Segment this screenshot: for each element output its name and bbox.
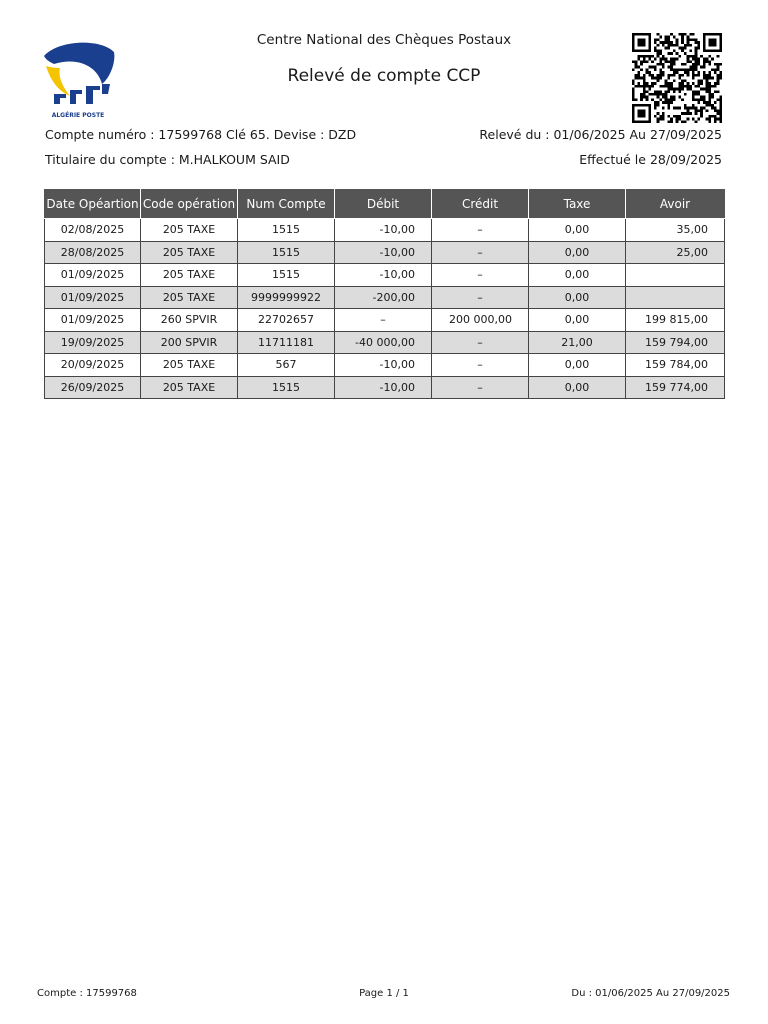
cell-code: 205 TAXE bbox=[141, 219, 238, 242]
cell-tax: 0,00 bbox=[529, 354, 626, 377]
table-header-row bbox=[45, 190, 725, 219]
cell-credit: – bbox=[432, 354, 529, 377]
cell-tax: 0,00 bbox=[529, 241, 626, 264]
cell-debit: -10,00 bbox=[335, 241, 432, 264]
cell-balance bbox=[626, 286, 725, 309]
col-header-credit: Crédit bbox=[432, 190, 529, 219]
cell-date: 28/08/2025 bbox=[45, 241, 141, 264]
col-header-debit: Débit bbox=[335, 190, 432, 219]
cell-date: 26/09/2025 bbox=[45, 376, 141, 399]
col-header-code: Code opération bbox=[141, 190, 238, 219]
cell-code: 200 SPVIR bbox=[141, 331, 238, 354]
footer-account: Compte : 17599768 bbox=[37, 988, 137, 999]
account-number: Compte numéro : 17599768 Clé 65. Devise : DZD bbox=[45, 127, 357, 142]
cell-balance: 25,00 bbox=[626, 241, 725, 264]
cell-credit: – bbox=[432, 264, 529, 287]
table-row bbox=[45, 241, 725, 264]
cell-account: 11711181 bbox=[238, 331, 335, 354]
cell-credit: – bbox=[432, 376, 529, 399]
cell-code: 205 TAXE bbox=[141, 241, 238, 264]
footer-page-number: Page 1 / 1 bbox=[359, 988, 409, 999]
cell-account: 1515 bbox=[238, 264, 335, 287]
cell-debit: -10,00 bbox=[335, 354, 432, 377]
table-row bbox=[45, 354, 725, 377]
operations-table bbox=[44, 189, 725, 399]
cell-debit: -10,00 bbox=[335, 376, 432, 399]
table-row bbox=[45, 286, 725, 309]
document-title: Relevé de compte CCP bbox=[287, 66, 481, 86]
cell-debit: -10,00 bbox=[335, 264, 432, 287]
cell-date: 19/09/2025 bbox=[45, 331, 141, 354]
cell-account: 22702657 bbox=[238, 309, 335, 332]
cell-date: 01/09/2025 bbox=[45, 286, 141, 309]
cell-account: 1515 bbox=[238, 219, 335, 242]
table-row bbox=[45, 331, 725, 354]
cell-date: 02/08/2025 bbox=[45, 219, 141, 242]
svg-text:ALGÉRIE POSTE: ALGÉRIE POSTE bbox=[51, 112, 105, 119]
organization-name: Centre National des Chèques Postaux bbox=[256, 32, 512, 48]
cell-balance: 159 774,00 bbox=[626, 376, 725, 399]
cell-date: 20/09/2025 bbox=[45, 354, 141, 377]
cell-debit: -200,00 bbox=[335, 286, 432, 309]
cell-code: 205 TAXE bbox=[141, 376, 238, 399]
issued-date: Effectué le 28/09/2025 bbox=[579, 152, 722, 167]
cell-tax: 0,00 bbox=[529, 264, 626, 287]
cell-tax: 0,00 bbox=[529, 376, 626, 399]
table-row bbox=[45, 219, 725, 242]
cell-credit: – bbox=[432, 241, 529, 264]
cell-account: 567 bbox=[238, 354, 335, 377]
cell-debit: – bbox=[335, 309, 432, 332]
cell-balance bbox=[626, 264, 725, 287]
cell-code: 205 TAXE bbox=[141, 264, 238, 287]
footer-period: Du : 01/06/2025 Au 27/09/2025 bbox=[571, 988, 730, 999]
col-header-balance: Avoir bbox=[626, 190, 725, 219]
cell-credit: – bbox=[432, 286, 529, 309]
cell-balance: 159 794,00 bbox=[626, 331, 725, 354]
cell-balance: 159 784,00 bbox=[626, 354, 725, 377]
cell-date: 01/09/2025 bbox=[45, 264, 141, 287]
table-row bbox=[45, 264, 725, 287]
cell-debit: -40 000,00 bbox=[335, 331, 432, 354]
cell-credit: 200 000,00 bbox=[432, 309, 529, 332]
cell-credit: – bbox=[432, 331, 529, 354]
cell-balance: 35,00 bbox=[626, 219, 725, 242]
cell-tax: 0,00 bbox=[529, 309, 626, 332]
cell-code: 205 TAXE bbox=[141, 354, 238, 377]
cell-tax: 21,00 bbox=[529, 331, 626, 354]
col-header-tax: Taxe bbox=[529, 190, 626, 219]
cell-account: 1515 bbox=[238, 376, 335, 399]
cell-credit: – bbox=[432, 219, 529, 242]
account-holder: Titulaire du compte : M.HALKOUM SAID bbox=[45, 152, 290, 167]
statement-period: Relevé du : 01/06/2025 Au 27/09/2025 bbox=[479, 127, 722, 142]
cell-tax: 0,00 bbox=[529, 286, 626, 309]
cell-debit: -10,00 bbox=[335, 219, 432, 242]
col-header-date: Date Opéartion bbox=[45, 190, 141, 219]
cell-balance: 199 815,00 bbox=[626, 309, 725, 332]
cell-date: 01/09/2025 bbox=[45, 309, 141, 332]
cell-account: 9999999922 bbox=[238, 286, 335, 309]
table-row bbox=[45, 376, 725, 399]
table-row bbox=[45, 309, 725, 332]
col-header-account: Num Compte bbox=[238, 190, 335, 219]
cell-tax: 0,00 bbox=[529, 219, 626, 242]
cell-code: 205 TAXE bbox=[141, 286, 238, 309]
cell-code: 260 SPVIR bbox=[141, 309, 238, 332]
cell-account: 1515 bbox=[238, 241, 335, 264]
